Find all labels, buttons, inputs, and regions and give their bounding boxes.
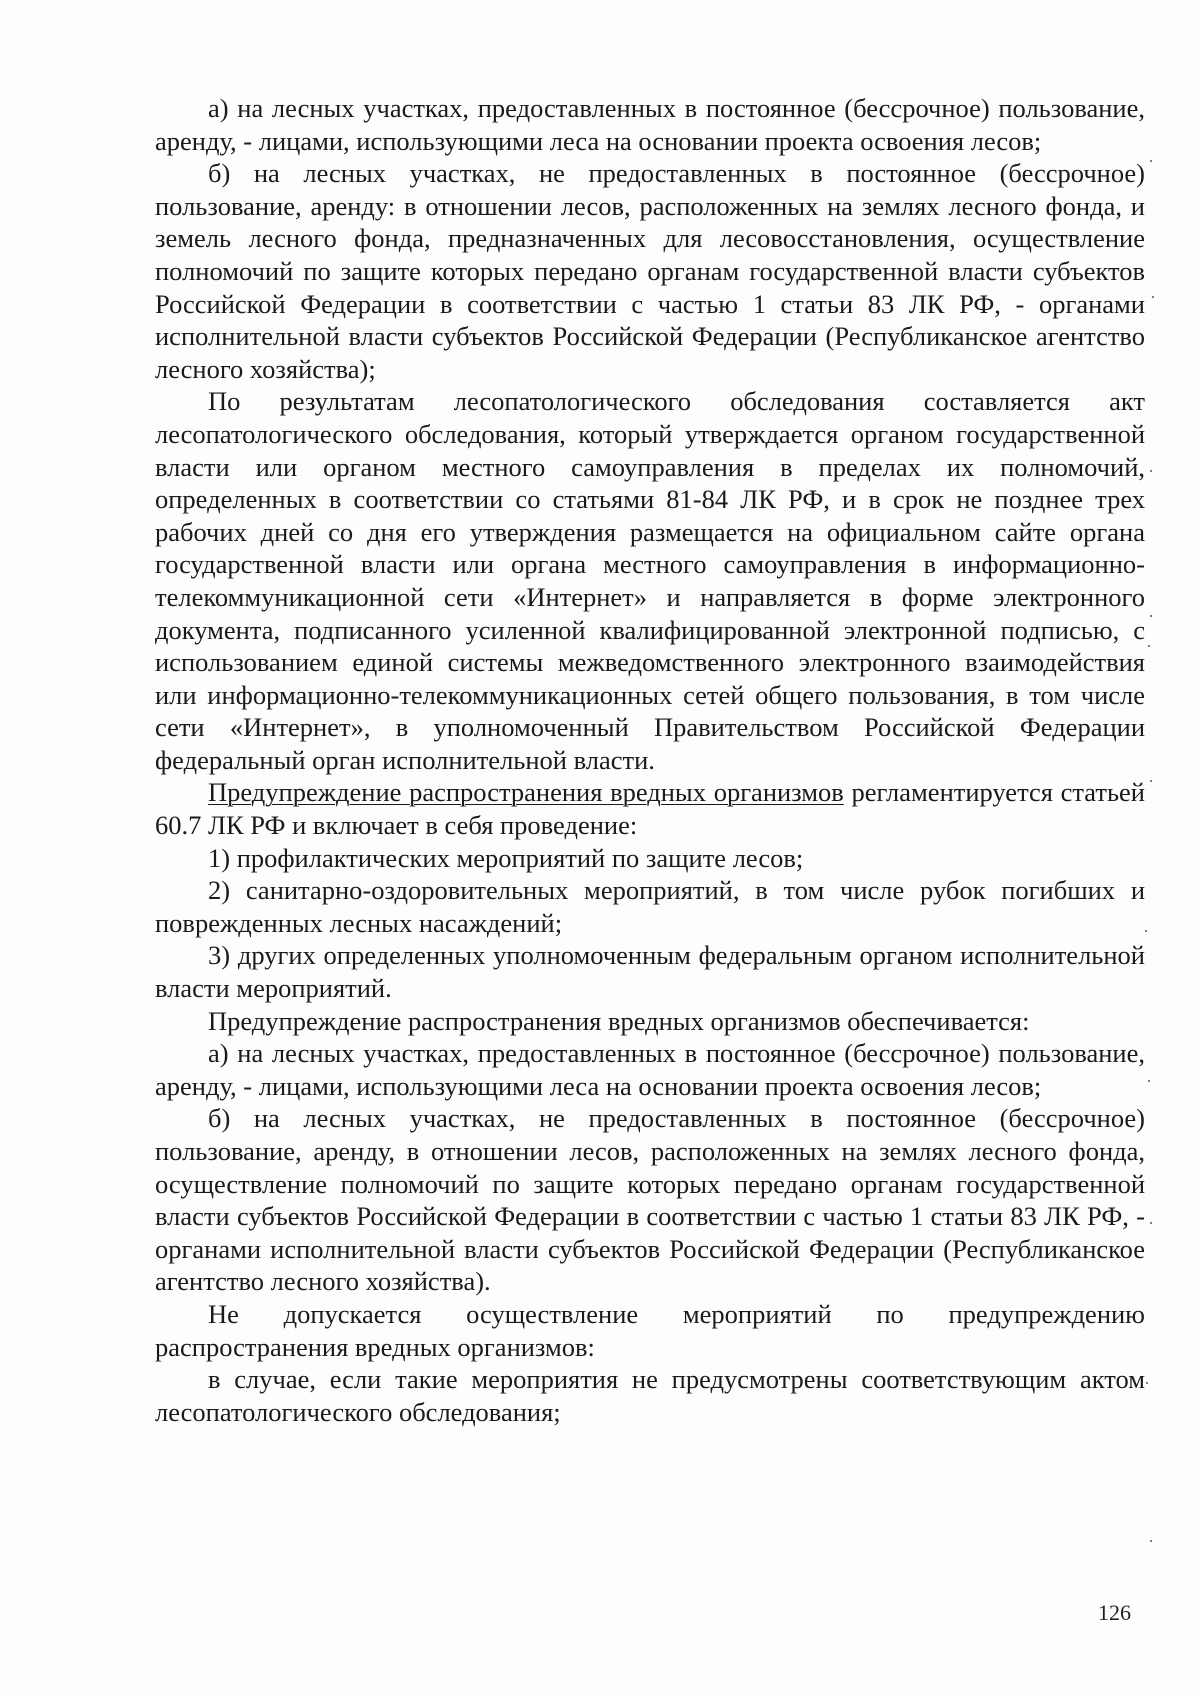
scan-speck <box>1152 296 1154 298</box>
paragraph-not-allowed: Не допускается осуществление мероприятий по предупреждению распространения вредных организмов: <box>155 1298 1145 1362</box>
scan-speck <box>1148 645 1150 647</box>
scan-speck <box>1150 780 1152 782</box>
paragraph-b-non-leased-plots-2: б) на лесных участках, не предоставленных в постоянное (бессрочное) пользование, аренду, в отношении лесов, расположенных на землях лесного фонда, осуществление полномочий по защите которых передано органам государственной власти субъектов Российской Федерации в соответствии с частью 1 статьи 83 ЛК РФ, - органами исполнительной власти субъектов Российской Федерации (Республиканское агентство лесного хозяйства). <box>155 1103 1145 1297</box>
scan-speck <box>1150 1222 1152 1224</box>
prevention-heading-underlined: Предупреждение распространения вредных организмов <box>208 777 844 808</box>
scan-speck <box>1145 930 1147 932</box>
prevention-intro-text: регламентируется статьей 60.7 ЛК РФ и включает в себя проведение: <box>155 777 1145 841</box>
list-item-3: 3) других определенных уполномоченным федеральным органом исполнительной власти мероприятий. <box>155 940 1145 1004</box>
paragraph-inspection-act: По результатам лесопатологического обследования составляется акт лесопатологического обследования, который утверждается органом государственной власти или органом местного самоуправления в пределах их полномочий, определенных в соответствии со статьями 81-84 ЛК РФ, и в срок не позднее трех рабочих дней со дня его утверждения размещается на официальном сайте органа государственной власти или органа местного самоуправления в информационно-телекоммуникационной сети «Интернет» и направляется в форме электронного документа, подписанного усиленной квалифицированной электронной подписью, с использованием единой системы межведомственного электронного взаимодействия или информационно-телекоммуникационных сетей общего пользования, в том числе сети «Интернет», в уполномоченный Правительством Российской Федерации федеральный орган исполнительной власти. <box>155 386 1145 775</box>
paragraph-prevention-intro <box>155 776 1145 841</box>
scan-speck <box>1146 1382 1148 1384</box>
scan-speck <box>1150 1540 1152 1542</box>
document-body <box>155 92 1145 1428</box>
scan-speck <box>1150 470 1152 472</box>
paragraph-a-leased-plots-2: а) на лесных участках, предоставленных в постоянное (бессрочное) пользование, аренду, - лицами, использующими леса на основании проекта освоения лесов; <box>155 1038 1145 1101</box>
scan-speck <box>1148 1080 1150 1082</box>
list-item-2: 2) санитарно-оздоровительных мероприятий, в том числе рубок погибших и поврежденных лесных насаждений; <box>155 875 1145 938</box>
scan-speck <box>1150 160 1152 162</box>
paragraph-prevention-provided: Предупреждение распространения вредных организмов обеспечивается: <box>208 1005 1030 1036</box>
paragraph-b-non-leased-plots: б) на лесных участках, не предоставленных в постоянное (бессрочное) пользование, аренду: в отношении лесов, расположенных на землях лесного фонда, и земель лесного фонда, предназначенных для лесовосстановления, осуществление полномочий по защите которых передано органам государственной власти субъектов Российской Федерации в соответствии с частью 1 статьи 83 ЛК РФ, - органами исполнительной власти субъектов Российской Федерации (Республиканское агентство лесного хозяйства); <box>155 158 1145 384</box>
paragraph-a-leased-plots: а) на лесных участках, предоставленных в постоянное (бессрочное) пользование, аренду, - лицами, использующими леса на основании проекта освоения лесов; <box>155 93 1145 156</box>
scan-speck <box>1150 615 1152 617</box>
page-number: 126 <box>1098 1600 1131 1625</box>
paragraph-case-not-provided: в случае, если такие мероприятия не предусмотрены соответствующим актом лесопатологического обследования; <box>155 1364 1145 1427</box>
list-item-1: 1) профилактических мероприятий по защите лесов; <box>208 842 804 873</box>
